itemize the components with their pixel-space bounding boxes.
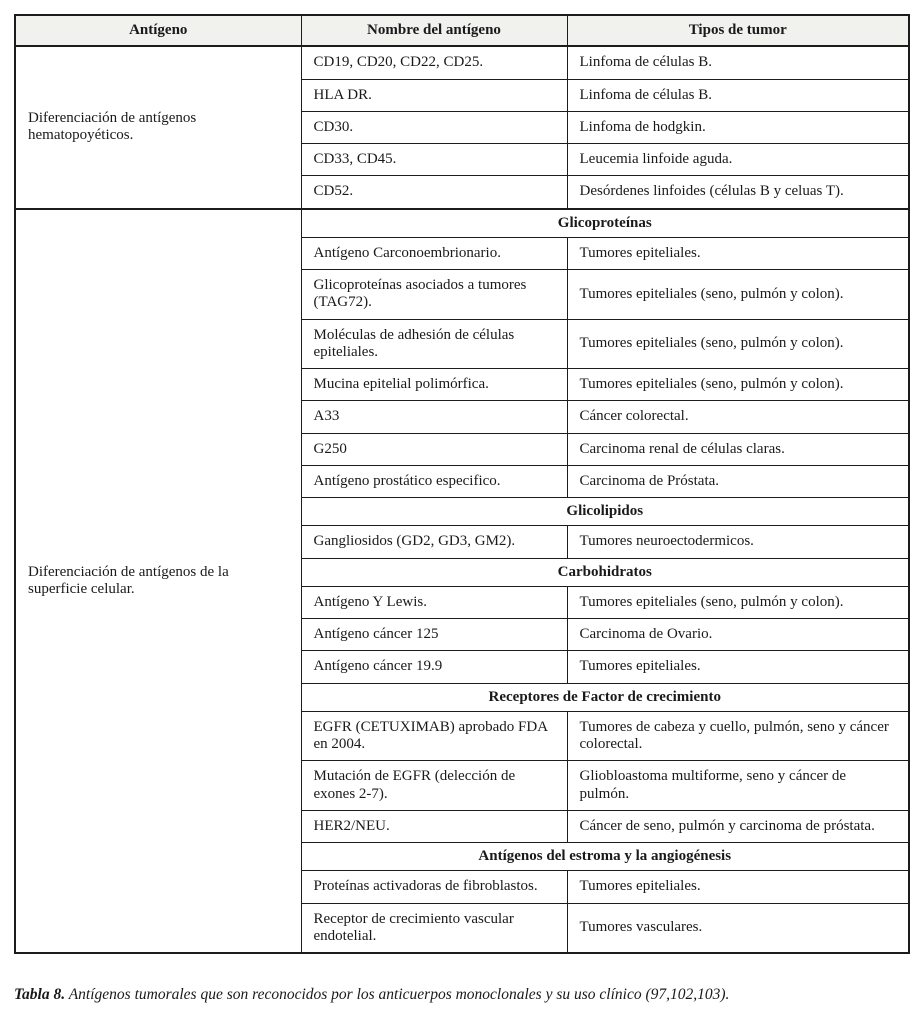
table-caption (14, 986, 908, 1004)
antigen-name-cell: Antígeno Carconoembrionario. (301, 237, 567, 269)
antigen-name-cell: Receptor de crecimiento vascular endotelial. (301, 903, 567, 953)
table-row (15, 46, 909, 79)
tumor-type-cell: Linfoma de hodgkin. (567, 111, 909, 143)
antigen-group-cell: Diferenciación de antígenos hematopoyéticos. (15, 46, 301, 208)
tumor-type-cell: Tumores epiteliales. (567, 871, 909, 903)
tumor-type-cell: Leucemia linfoide aguda. (567, 144, 909, 176)
tumor-type-cell: Cáncer de seno, pulmón y carcinoma de próstata. (567, 810, 909, 842)
tumor-type-cell: Carcinoma renal de células claras. (567, 433, 909, 465)
antigen-name-cell: Antígeno cáncer 19.9 (301, 651, 567, 683)
section-header-cell: Carbohidratos (301, 558, 909, 586)
tumor-type-cell: Tumores neuroectodermicos. (567, 526, 909, 558)
section-header-cell: Receptores de Factor de crecimiento (301, 683, 909, 711)
antigen-name-cell: Glicoproteínas asociados a tumores (TAG72). (301, 270, 567, 320)
antigen-name-cell: Antígeno Y Lewis. (301, 586, 567, 618)
section-header-row (15, 209, 909, 238)
table-caption-label: Tabla 8. (14, 986, 66, 1003)
antigen-name-cell: Antígeno prostático especifico. (301, 465, 567, 497)
column-header-tipos-de-tumor: Tipos de tumor (567, 15, 909, 46)
antigen-name-cell: EGFR (CETUXIMAB) aprobado FDA en 2004. (301, 711, 567, 761)
column-header-antigeno: Antígeno (15, 15, 301, 46)
antigen-name-cell: G250 (301, 433, 567, 465)
section-header-cell: Glicolipidos (301, 498, 909, 526)
tumor-type-cell: Linfoma de células B. (567, 46, 909, 79)
antigen-name-cell: Proteínas activadoras de fibroblastos. (301, 871, 567, 903)
section-header-cell: Antígenos del estroma y la angiogénesis (301, 843, 909, 871)
antigen-name-cell: Antígeno cáncer 125 (301, 619, 567, 651)
antigen-group-cell: Diferenciación de antígenos de la superficie celular. (15, 209, 301, 954)
antigen-name-cell: Mutación de EGFR (delección de exones 2-7). (301, 761, 567, 811)
antigen-name-cell: CD52. (301, 176, 567, 209)
tumor-type-cell: Tumores epiteliales (seno, pulmón y colon). (567, 270, 909, 320)
antigen-name-cell: CD30. (301, 111, 567, 143)
antigen-name-cell: HER2/NEU. (301, 810, 567, 842)
antigen-name-cell: CD33, CD45. (301, 144, 567, 176)
antigen-name-cell: A33 (301, 401, 567, 433)
antigen-name-cell: HLA DR. (301, 79, 567, 111)
tumor-type-cell: Tumores vasculares. (567, 903, 909, 953)
tumor-type-cell: Tumores de cabeza y cuello, pulmón, seno y cáncer colorectal. (567, 711, 909, 761)
tumor-type-cell: Carcinoma de Próstata. (567, 465, 909, 497)
tumor-type-cell: Carcinoma de Ovario. (567, 619, 909, 651)
tumor-type-cell: Tumores epiteliales (seno, pulmón y colon). (567, 369, 909, 401)
tumor-type-cell: Cáncer colorectal. (567, 401, 909, 433)
header-row (15, 15, 909, 46)
tumor-type-cell: Linfoma de células B. (567, 79, 909, 111)
section-header-cell: Glicoproteínas (301, 209, 909, 238)
antigen-name-cell: Moléculas de adhesión de células epiteliales. (301, 319, 567, 369)
table-caption-text: Antígenos tumorales que son reconocidos por los anticuerpos monoclonales y su uso clínico (97,102,103). (65, 986, 730, 1003)
column-header-nombre-del-antigeno: Nombre del antígeno (301, 15, 567, 46)
tumor-type-cell: Gliobloastoma multiforme, seno y cáncer de pulmón. (567, 761, 909, 811)
tumor-type-cell: Tumores epiteliales. (567, 237, 909, 269)
antigen-name-cell: Gangliosidos (GD2, GD3, GM2). (301, 526, 567, 558)
tumor-type-cell: Tumores epiteliales (seno, pulmón y colon). (567, 586, 909, 618)
tumor-type-cell: Tumores epiteliales. (567, 651, 909, 683)
tumor-type-cell: Tumores epiteliales (seno, pulmón y colon). (567, 319, 909, 369)
antigen-name-cell: CD19, CD20, CD22, CD25. (301, 46, 567, 79)
tumor-type-cell: Desórdenes linfoides (células B y celuas T). (567, 176, 909, 209)
antigen-table (14, 14, 910, 954)
antigen-name-cell: Mucina epitelial polimórfica. (301, 369, 567, 401)
